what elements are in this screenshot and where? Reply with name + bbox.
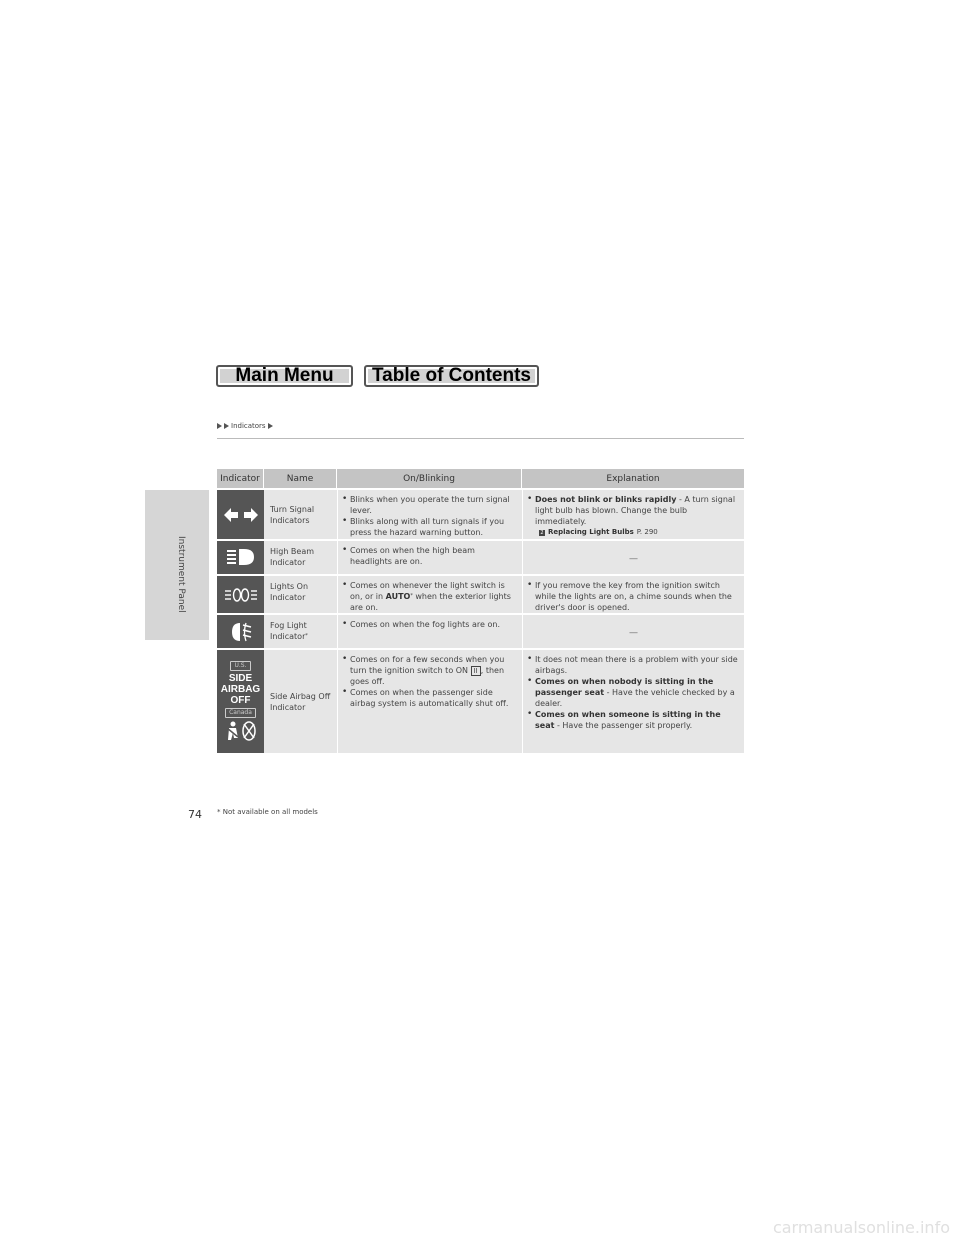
watermark: carmanualsonline.info	[772, 1218, 950, 1237]
list-item: • Comes on for a few seconds when you turn the ignition switch to ON II , then goes off.	[342, 654, 518, 687]
chevron-right-icon	[224, 423, 229, 429]
list-item: • Comes on when someone is sitting in the seat - Have the passenger sit properly.	[527, 709, 740, 731]
lights-on-icon	[217, 576, 264, 613]
header-explanation: Explanation	[606, 473, 660, 484]
list-item: • It does not mean there is a problem with your side airbags.	[527, 654, 740, 676]
table-of-contents-button[interactable]: Table of Contents	[364, 365, 539, 387]
breadcrumb-item-indicators[interactable]: Indicators	[231, 422, 266, 430]
list-item: • Blinks along with all turn signals if you press the hazard warning button.	[342, 516, 518, 538]
row-name: Fog Light Indicator*	[270, 621, 308, 641]
high-beam-icon	[217, 541, 264, 574]
row-name: Turn Signal Indicators	[270, 505, 315, 525]
table-row	[217, 574, 744, 613]
main-menu-button[interactable]: Main Menu	[216, 365, 353, 387]
list-item: • Blinks when you operate the turn signal lever.	[342, 494, 518, 516]
list-item: • If you remove the key from the ignition switch while the lights are on, a chime sounds when the driver's door is opened.	[527, 580, 740, 613]
header-on-blinking: On/Blinking	[337, 469, 522, 488]
list-item: • Comes on whenever the light switch is on, or in AUTO* when the exterior lights are on.	[342, 580, 518, 613]
chevron-right-icon	[217, 423, 222, 429]
table-row	[217, 539, 744, 574]
empty-dash: —	[522, 541, 744, 574]
table-row	[217, 488, 744, 539]
list-item: • Comes on when nobody is sitting in the passenger seat - Have the vehicle checked by a dealer.	[527, 676, 740, 709]
table-row	[217, 648, 744, 753]
list-item: • Comes on when the passenger side airbag system is automatically shut off.	[342, 687, 518, 709]
fog-light-icon	[217, 615, 264, 648]
indicator-table	[217, 469, 744, 753]
reference-arrow-icon: 2	[540, 529, 544, 536]
row-name: Side Airbag Off Indicator	[270, 691, 331, 712]
table-row	[217, 613, 744, 648]
section-label: Instrument Panel	[176, 536, 186, 613]
header-indicator: Indicator	[217, 469, 264, 488]
empty-dash: —	[522, 615, 744, 648]
list-item: • Comes on when the high beam headlights are on.	[342, 545, 518, 567]
canada-tag: Canada	[225, 708, 256, 718]
turn-signal-icon	[217, 490, 264, 539]
row-name: High Beam Indicator	[270, 547, 315, 567]
side-airbag-off-icon	[217, 650, 264, 753]
list-item: • Comes on when the fog lights are on.	[342, 619, 518, 630]
table-header	[217, 469, 744, 488]
us-tag: U.S.	[230, 661, 250, 671]
footnote: * Not available on all models	[217, 808, 318, 816]
cross-reference-link[interactable]: 2 Replacing Light Bulbs P. 290	[540, 528, 658, 536]
header-divider	[217, 438, 744, 439]
row-name: Lights On Indicator	[270, 582, 309, 602]
chevron-right-icon	[268, 423, 273, 429]
side-airbag-off-label: SIDE AIRBAG OFF	[220, 673, 261, 706]
header-name: Name	[264, 469, 337, 488]
passenger-airbag-off-icon	[225, 720, 257, 742]
list-item: • Does not blink or blinks rapidly - A turn signal light bulb has blown. Change the bulb immediately.	[527, 494, 740, 527]
page-number: 74	[188, 808, 202, 821]
breadcrumb	[217, 422, 273, 430]
